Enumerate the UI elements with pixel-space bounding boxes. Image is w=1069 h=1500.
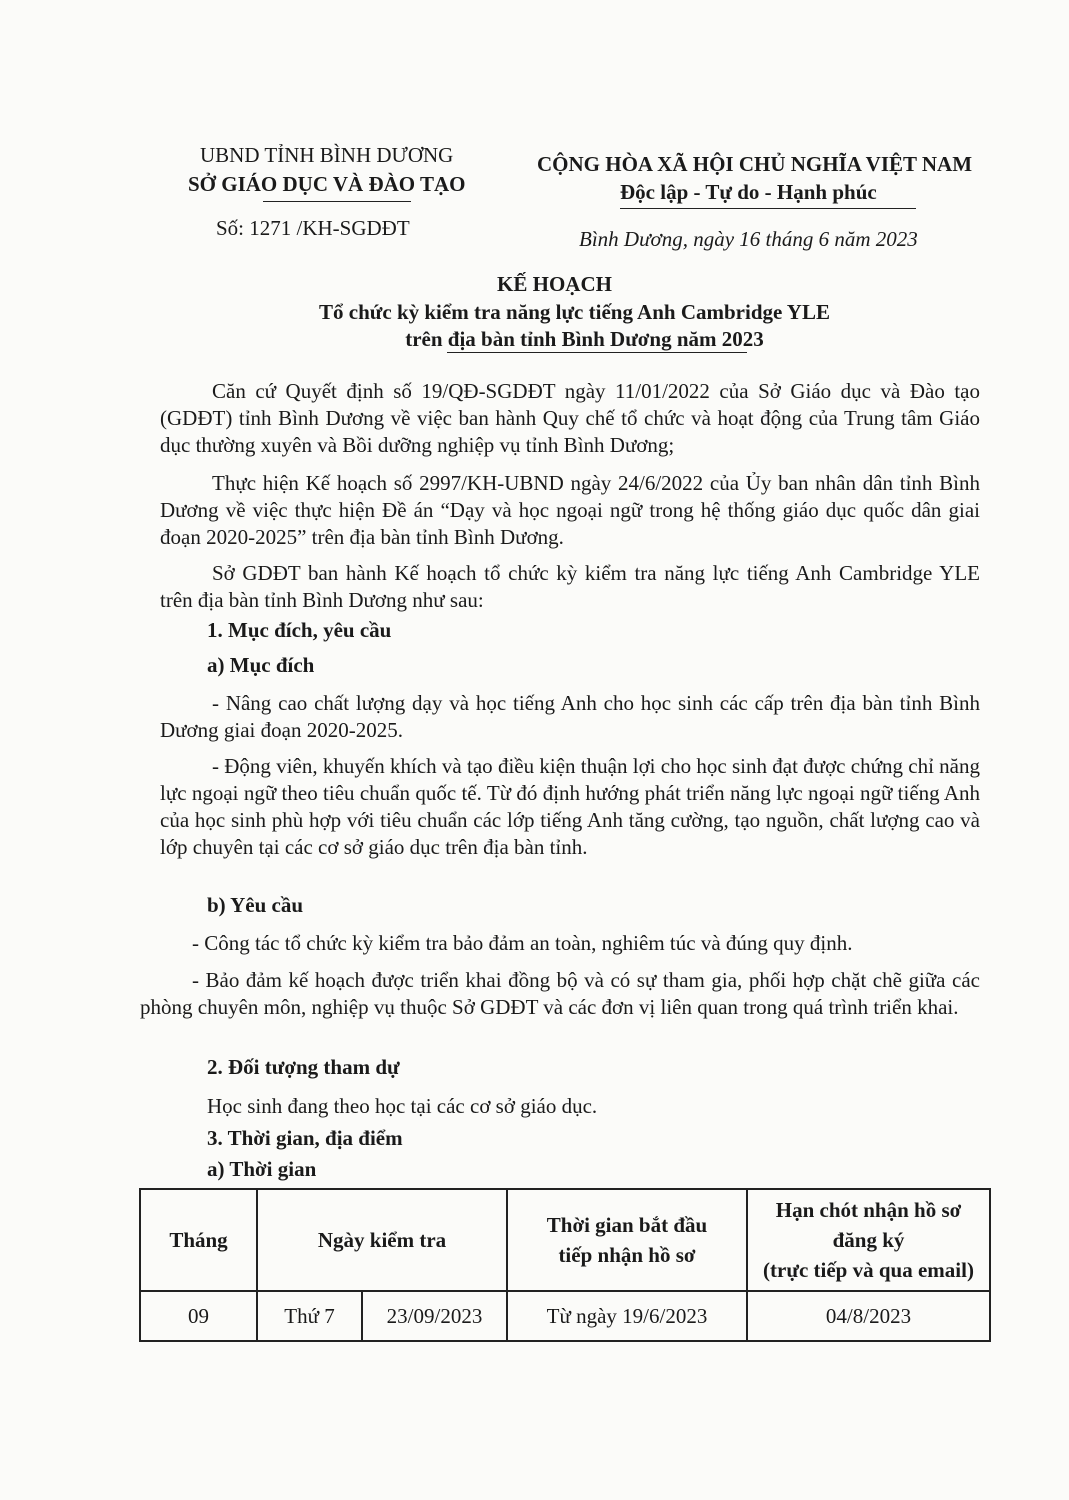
title-underline bbox=[447, 352, 747, 353]
header-start-date: Thời gian bắt đầu tiếp nhận hồ sơ bbox=[507, 1189, 747, 1291]
table-header-row bbox=[140, 1189, 990, 1291]
paragraph-intro: Sở GDĐT ban hành Kế hoạch tổ chức kỳ kiểm tra năng lực tiếng Anh Cambridge YLE trên địa bàn tỉnh Bình Dương như sau: bbox=[160, 561, 980, 612]
agency-name: UBND TỈNH BÌNH DƯƠNG bbox=[200, 143, 454, 167]
plan-title-line2: trên địa bàn tỉnh Bình Dương năm 2023 bbox=[405, 327, 764, 351]
section-3-heading: 3. Thời gian, địa điểm bbox=[207, 1126, 403, 1150]
paragraph-legal-basis-2: Thực hiện Kế hoạch số 2997/KH-UBND ngày 24/6/2022 của Ủy ban nhân dân tỉnh Bình Dương về việc thực hiện Đề án “Dạy và học ngoại ngữ trong hệ thống giáo dục quốc dân giai đoạn 2020-2025” trên địa bàn tỉnh Bình Dương. bbox=[160, 471, 980, 549]
section-1a-heading: a) Mục đích bbox=[207, 653, 315, 677]
header-exam-day: Ngày kiểm tra bbox=[257, 1189, 507, 1291]
paragraph-requirement-1: - Công tác tổ chức kỳ kiểm tra bảo đảm an toàn, nghiêm túc và đúng quy định. bbox=[192, 931, 853, 955]
cell-weekday: Thứ 7 bbox=[257, 1291, 362, 1341]
cell-deadline: 04/8/2023 bbox=[747, 1291, 990, 1341]
section-2-heading: 2. Đối tượng tham dự bbox=[207, 1055, 400, 1079]
document-number: Số: 1271 /KH-SGDĐT bbox=[216, 216, 410, 240]
paragraph-participants: Học sinh đang theo học tại các cơ sở giáo dục. bbox=[207, 1094, 598, 1118]
paragraph-requirement-2: - Bảo đảm kế hoạch được triển khai đồng bộ và có sự tham gia, phối hợp chặt chẽ giữa các phòng chuyên môn, nghiệp vụ thuộc Sở GDĐT và các đơn vị liên quan trong quá trình triển khai. bbox=[140, 968, 980, 1019]
schedule-table bbox=[139, 1188, 991, 1342]
date-place: Bình Dương, ngày 16 tháng 6 năm 2023 bbox=[579, 227, 918, 251]
national-title: CỘNG HÒA XÃ HỘI CHỦ NGHĨA VIỆT NAM bbox=[537, 152, 973, 176]
cell-month: 09 bbox=[140, 1291, 257, 1341]
plan-title-line1: Tổ chức kỳ kiểm tra năng lực tiếng Anh Cambridge YLE bbox=[319, 300, 830, 324]
national-motto: Độc lập - Tự do - Hạnh phúc bbox=[620, 180, 877, 204]
paragraph-purpose-1: - Nâng cao chất lượng dạy và học tiếng Anh cho học sinh các cấp trên địa bàn tỉnh Bình Dương giai đoạn 2020-2025. bbox=[160, 691, 980, 742]
section-1b-heading: b) Yêu cầu bbox=[207, 893, 304, 917]
plan-heading: KẾ HOẠCH bbox=[497, 272, 612, 296]
cell-start-date: Từ ngày 19/6/2023 bbox=[507, 1291, 747, 1341]
cell-exam-date: 23/09/2023 bbox=[362, 1291, 507, 1341]
header-deadline: Hạn chót nhận hồ sơ đăng ký (trực tiếp và qua email) bbox=[747, 1189, 990, 1291]
department-name: SỞ GIÁO DỤC VÀ ĐÀO TẠO bbox=[188, 172, 466, 196]
section-1-heading: 1. Mục đích, yêu cầu bbox=[207, 618, 392, 642]
header-month: Tháng bbox=[140, 1189, 257, 1291]
table-row bbox=[140, 1291, 990, 1341]
paragraph-purpose-2: - Động viên, khuyến khích và tạo điều kiện thuận lợi cho học sinh đạt được chứng chỉ năng lực ngoại ngữ theo tiêu chuẩn quốc tế. Từ đó định hướng phát triển năng lực ngoại ngữ tiếng Anh của học sinh phù hợp với tiêu chuẩn các lớp tiếng Anh tăng cường, tạo nguồn, chất lượng cao và lớp chuyên tại các cơ sở giáo dục trên địa bàn tỉnh. bbox=[160, 754, 980, 859]
section-3a-heading: a) Thời gian bbox=[207, 1157, 317, 1181]
paragraph-legal-basis-1: Căn cứ Quyết định số 19/QĐ-SGDĐT ngày 11/01/2022 của Sở Giáo dục và Đào tạo (GDĐT) tỉnh Bình Dương về việc ban hành Quy chế tổ chức và hoạt động của Trung tâm Giáo dục thường xuyên và Bồi dưỡng nghiệp vụ tỉnh Bình Dương; bbox=[160, 379, 980, 457]
motto-underline bbox=[620, 208, 916, 209]
department-underline bbox=[263, 201, 411, 202]
